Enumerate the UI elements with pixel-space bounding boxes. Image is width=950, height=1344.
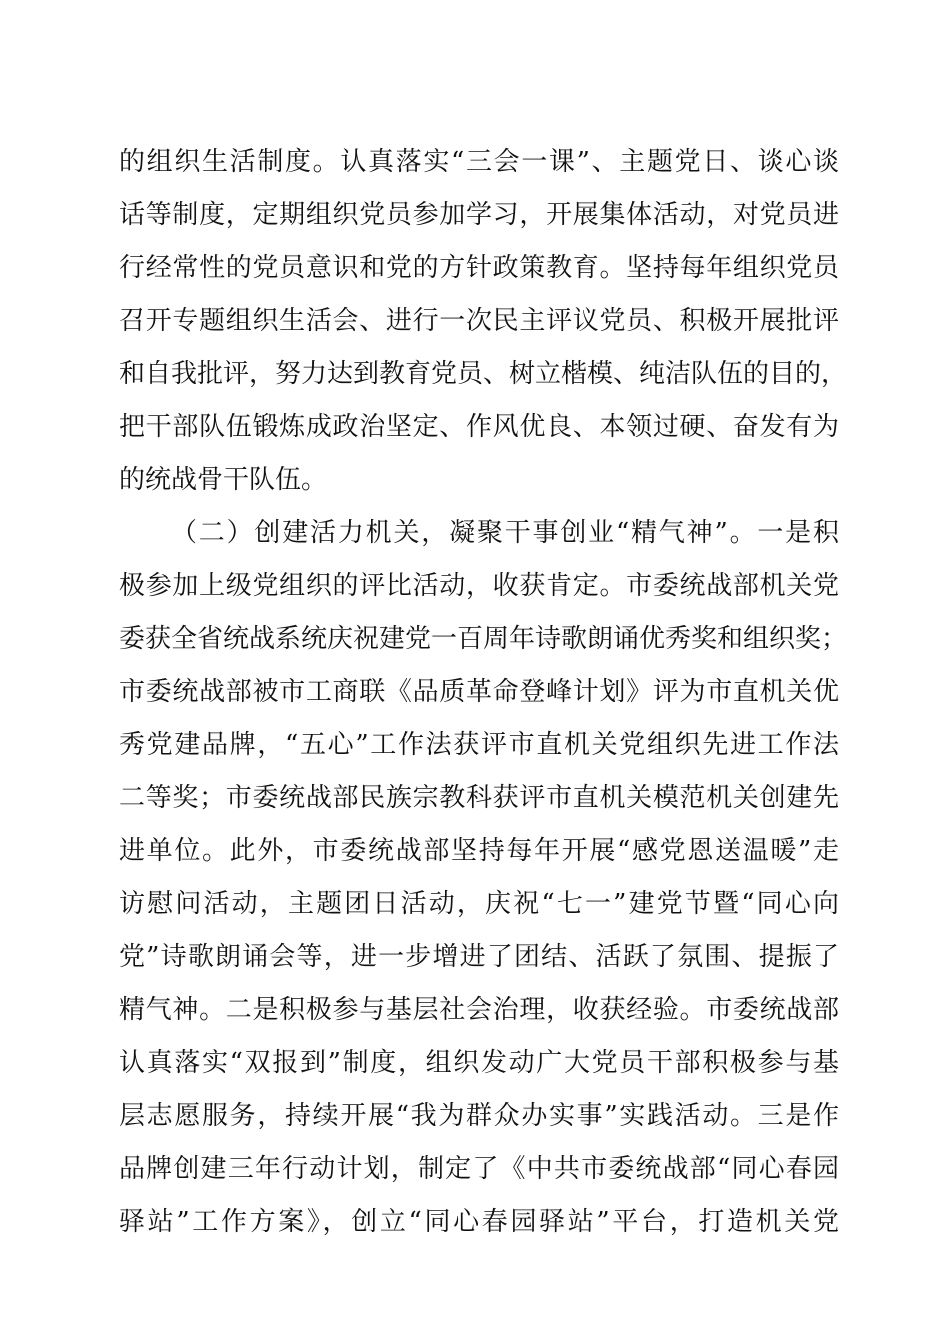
- paragraph-line: 进单位。此外，市委统战部坚持每年开展“感党恩送温暖”走: [119, 836, 839, 866]
- paragraph-line: 委获全省统战系统庆祝建党一百周年诗歌朗诵优秀奖和组织奖；: [119, 624, 848, 654]
- paragraph-line: 二等奖；市委统战部民族宗教科获评市直机关模范机关创建先: [119, 783, 839, 813]
- paragraph-line: 访慰问活动，主题团日活动，庆祝“七一”建党节暨“同心向: [119, 889, 839, 919]
- paragraph-line: 的组织生活制度。认真落实“三会一课”、主题党日、谈心谈: [119, 147, 839, 177]
- paragraph-line: 召开专题组织生活会、进行一次民主评议党员、积极开展批评: [119, 306, 839, 336]
- paragraph-line: 话等制度，定期组织党员参加学习，开展集体活动，对党员进: [119, 200, 839, 230]
- paragraph-line: 认真落实“双报到”制度，组织发动广大党员干部积极参与基: [119, 1048, 839, 1078]
- section-heading-line: （二）创建活力机关，凝聚干事创业“精气神”。一是积: [171, 518, 839, 548]
- paragraph-line: 品牌创建三年行动计划，制定了《中共市委统战部“同心春园: [119, 1154, 839, 1184]
- paragraph-line: 和自我批评，努力达到教育党员、树立楷模、纯洁队伍的目的，: [119, 359, 848, 389]
- paragraph-line: 行经常性的党员意识和党的方针政策教育。坚持每年组织党员: [119, 253, 839, 283]
- paragraph-line: 把干部队伍锻炼成政治坚定、作风优良、本领过硬、奋发有为: [119, 412, 839, 442]
- paragraph-line: 秀党建品牌，“五心”工作法获评市直机关党组织先进工作法: [119, 730, 839, 760]
- paragraph-line: 层志愿服务，持续开展“我为群众办实事”实践活动。三是作: [119, 1101, 839, 1131]
- paragraph-line: 市委统战部被市工商联《品质革命登峰计划》评为市直机关优: [119, 677, 839, 707]
- paragraph-line: 精气神。二是积极参与基层社会治理，收获经验。市委统战部: [119, 995, 839, 1025]
- paragraph-line: 驿站”工作方案》，创立“同心春园驿站”平台，打造机关党: [119, 1207, 839, 1237]
- paragraph-line: 极参加上级党组织的评比活动，收获肯定。市委统战部机关党: [119, 571, 839, 601]
- paragraph-line: 的统战骨干队伍。: [119, 465, 328, 495]
- paragraph-line: 党”诗歌朗诵会等，进一步增进了团结、活跃了氛围、提振了: [119, 942, 839, 972]
